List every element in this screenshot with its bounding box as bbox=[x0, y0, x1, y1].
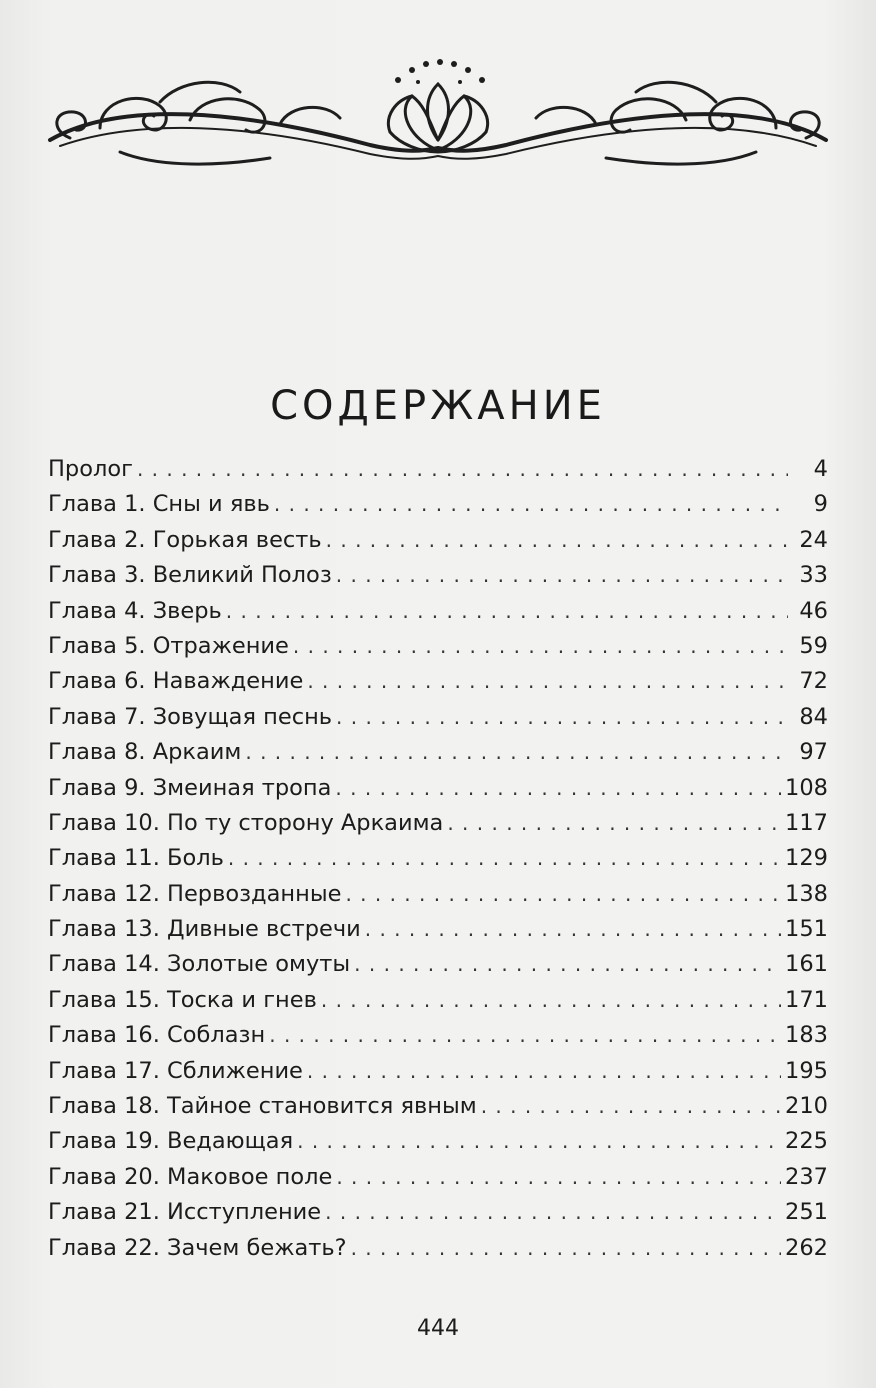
toc-leader-dots bbox=[354, 952, 781, 976]
toc-entry-page: 9 bbox=[813, 491, 828, 518]
toc-row bbox=[48, 668, 828, 703]
toc-entry-page: 161 bbox=[785, 951, 828, 978]
toc-entry-title: Глава 4. Зверь bbox=[48, 597, 222, 624]
toc-leader-dots bbox=[226, 599, 788, 623]
toc-row bbox=[48, 562, 828, 597]
toc-leader-dots bbox=[326, 528, 788, 552]
toc-leader-dots bbox=[336, 563, 788, 587]
toc-row bbox=[48, 1128, 828, 1163]
toc-leader-dots bbox=[274, 492, 788, 516]
toc-entry-title: Глава 14. Золотые омуты bbox=[48, 951, 351, 978]
page-title: СОДЕРЖАНИЕ bbox=[270, 382, 606, 429]
toc-row bbox=[48, 987, 828, 1022]
toc-row bbox=[48, 1093, 828, 1128]
toc-row bbox=[48, 739, 828, 774]
toc-leader-dots bbox=[321, 988, 781, 1012]
toc-entry-title: Глава 19. Ведающая bbox=[48, 1128, 294, 1155]
toc-leader-dots bbox=[335, 776, 781, 800]
toc-entry-page: 46 bbox=[799, 597, 828, 624]
toc-entry-title: Глава 3. Великий Полоз bbox=[48, 562, 332, 589]
toc-entry-title: Глава 1. Сны и явь bbox=[48, 491, 270, 518]
toc-leader-dots bbox=[297, 1129, 781, 1153]
toc-leader-dots bbox=[137, 457, 788, 481]
toc-entry-page: 59 bbox=[799, 632, 828, 659]
toc-row bbox=[48, 1058, 828, 1093]
toc-entry-title: Пролог bbox=[48, 456, 133, 482]
toc-row bbox=[48, 845, 828, 880]
toc-entry-page: 210 bbox=[785, 1093, 828, 1120]
toc-entry-title: Глава 20. Маковое поле bbox=[48, 1163, 333, 1190]
page-number: 444 bbox=[417, 1316, 459, 1341]
toc-row bbox=[48, 456, 828, 491]
floral-scroll-ornament-icon bbox=[40, 40, 836, 190]
toc-leader-dots bbox=[325, 1200, 781, 1224]
toc-row bbox=[48, 1235, 828, 1270]
toc-leader-dots bbox=[365, 917, 781, 941]
toc-entry-title: Глава 22. Зачем бежать? bbox=[48, 1234, 347, 1261]
toc-entry-page: 117 bbox=[785, 809, 828, 836]
toc-entry-page: 195 bbox=[785, 1057, 828, 1084]
toc-leader-dots bbox=[307, 669, 788, 693]
toc-entry-page: 24 bbox=[799, 526, 828, 553]
toc-leader-dots bbox=[228, 846, 781, 870]
toc-entry-title: Глава 9. Змеиная тропа bbox=[48, 774, 332, 801]
toc-row bbox=[48, 1164, 828, 1199]
toc-entry-page: 97 bbox=[799, 739, 828, 766]
toc-entry-page: 84 bbox=[799, 703, 828, 730]
toc-entry-title: Глава 12. Первозданные bbox=[48, 880, 342, 907]
toc-entry-page: 138 bbox=[785, 880, 828, 907]
toc-entry-title: Глава 11. Боль bbox=[48, 845, 224, 872]
toc-entry-title: Глава 21. Исступление bbox=[48, 1199, 322, 1226]
toc-entry-title: Глава 8. Аркаим bbox=[48, 739, 242, 766]
toc-row bbox=[48, 527, 828, 562]
toc-entry-page: 183 bbox=[785, 1022, 828, 1049]
table-of-contents bbox=[48, 456, 828, 1270]
toc-entry-page: 171 bbox=[785, 986, 828, 1013]
toc-row bbox=[48, 1199, 828, 1234]
toc-entry-page: 251 bbox=[785, 1199, 828, 1226]
toc-leader-dots bbox=[447, 811, 781, 835]
toc-row bbox=[48, 1022, 828, 1057]
toc-leader-dots bbox=[336, 1165, 781, 1189]
toc-entry-title: Глава 5. Отражение bbox=[48, 632, 289, 659]
toc-entry-page: 151 bbox=[785, 916, 828, 943]
toc-entry-title: Глава 15. Тоска и гнев bbox=[48, 986, 317, 1013]
toc-leader-dots bbox=[293, 634, 788, 658]
toc-row bbox=[48, 598, 828, 633]
toc-leader-dots bbox=[307, 1059, 781, 1083]
toc-entry-page: 33 bbox=[799, 562, 828, 589]
toc-entry-title: Глава 18. Тайное становится явным bbox=[48, 1093, 477, 1120]
toc-leader-dots bbox=[481, 1094, 781, 1118]
toc-row bbox=[48, 775, 828, 810]
toc-entry-page: 72 bbox=[799, 668, 828, 695]
toc-entry-title: Глава 17. Сближение bbox=[48, 1057, 303, 1084]
toc-entry-title: Глава 13. Дивные встречи bbox=[48, 916, 361, 943]
toc-leader-dots bbox=[336, 705, 788, 729]
toc-row bbox=[48, 491, 828, 526]
toc-leader-dots bbox=[245, 740, 788, 764]
toc-entry-title: Глава 7. Зовущая песнь bbox=[48, 703, 333, 730]
toc-row bbox=[48, 704, 828, 739]
toc-entry-title: Глава 2. Горькая весть bbox=[48, 526, 322, 553]
toc-row bbox=[48, 810, 828, 845]
toc-row bbox=[48, 633, 828, 668]
toc-row bbox=[48, 881, 828, 916]
toc-entry-page: 129 bbox=[785, 845, 828, 872]
toc-entry-page: 108 bbox=[785, 774, 828, 801]
toc-row bbox=[48, 916, 828, 951]
toc-entry-title: Глава 6. Наваждение bbox=[48, 668, 304, 695]
toc-leader-dots bbox=[345, 882, 781, 906]
toc-entry-page: 225 bbox=[785, 1128, 828, 1155]
toc-entry-page: 237 bbox=[785, 1163, 828, 1190]
toc-row bbox=[48, 951, 828, 986]
toc-leader-dots bbox=[269, 1023, 781, 1047]
toc-leader-dots bbox=[351, 1236, 781, 1260]
toc-entry-page: 4 bbox=[813, 456, 828, 482]
toc-entry-title: Глава 16. Соблазн bbox=[48, 1022, 266, 1049]
toc-entry-title: Глава 10. По ту сторону Аркаима bbox=[48, 809, 444, 836]
toc-entry-page: 262 bbox=[785, 1234, 828, 1261]
